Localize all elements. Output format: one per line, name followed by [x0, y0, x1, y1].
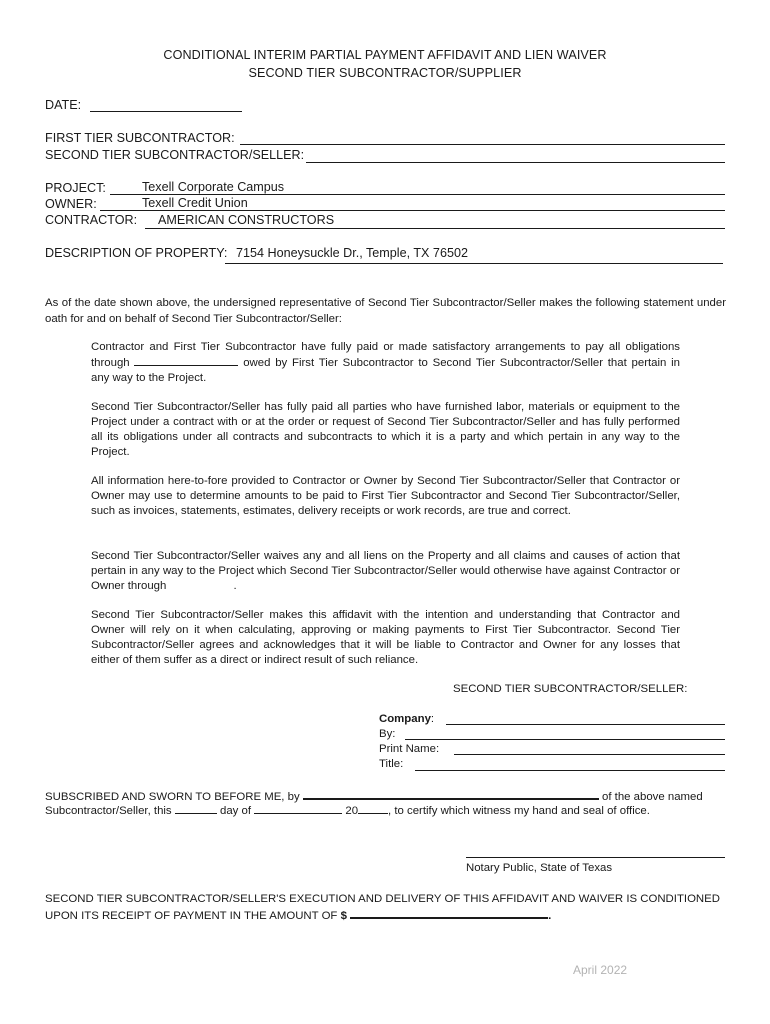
by-field[interactable]: [405, 739, 725, 740]
condition-period: .: [548, 910, 552, 922]
project-label: PROJECT:: [45, 181, 106, 195]
owner-label: OWNER:: [45, 197, 97, 211]
sworn-text-a: SUBSCRIBED AND SWORN TO BEFORE ME, by: [45, 791, 300, 803]
sworn-text-d: day of: [219, 805, 252, 817]
sworn-line1: [45, 788, 703, 803]
paragraph-information: All information here-to-fore provided to Contractor or Owner by Second Tier Subcontractor/Seller that Contractor or Owner may use to determine amounts to be paid to First Tier Subcontractor and Second Tier Subcontractor/Seller, such as invoices, statements, estimates, delivery receipts or work records, are true and correct.: [91, 475, 680, 517]
signature-heading: SECOND TIER SUBCONTRACTOR/SELLER:: [453, 683, 688, 695]
paragraph-payment-part2: owed by First Tier Subcontractor to Second Tier Subcontractor/Seller that pertain in any way to the Project.: [91, 357, 680, 384]
sworn-month-field[interactable]: [254, 803, 342, 814]
paragraph-waiver: [91, 549, 680, 594]
payment-amount-field[interactable]: [350, 907, 548, 919]
sworn-text-f: , to certify which witness my hand and seal of office.: [388, 805, 650, 817]
owner-value: Texell Credit Union: [142, 196, 248, 210]
property-label: DESCRIPTION OF PROPERTY:: [45, 246, 228, 260]
company-label: Company: [379, 713, 431, 725]
print-name-field[interactable]: [454, 754, 725, 755]
title-field[interactable]: [415, 770, 725, 771]
paragraph-payment: [91, 340, 680, 386]
contractor-label: CONTRACTOR:: [45, 213, 138, 227]
property-field[interactable]: [225, 263, 723, 264]
date-field[interactable]: [90, 111, 242, 112]
contractor-field[interactable]: [145, 228, 725, 229]
notary-signature-field[interactable]: [466, 857, 725, 858]
second-tier-label: SECOND TIER SUBCONTRACTOR/SELLER:: [45, 148, 305, 162]
paragraph-waiver-part1: Second Tier Subcontractor/Seller waives any and all liens on the Property and all claims and causes of action that pertain in any way to the Project which Second Tier Subcontractor/Seller would otherwise have against Contractor or Owner through: [91, 550, 680, 592]
sworn-year-field[interactable]: [358, 803, 388, 814]
project-field[interactable]: [110, 194, 725, 195]
property-value: 7154 Honeysuckle Dr., Temple, TX 76502: [236, 246, 468, 260]
owner-field[interactable]: [100, 210, 725, 211]
sworn-text-e: 20: [345, 805, 359, 817]
notary-public-label: Notary Public, State of Texas: [466, 862, 613, 874]
first-tier-field[interactable]: [240, 144, 725, 145]
paragraph-waiver-period: .: [233, 580, 237, 592]
intro-paragraph: As of the date shown above, the undersigned representative of Second Tier Subcontractor/Seller makes the following statement under oath for and on behalf of Second Tier Subcontractor/Seller:: [45, 297, 726, 325]
contractor-value: AMERICAN CONSTRUCTORS: [158, 213, 335, 227]
condition-line2: [45, 907, 726, 924]
condition-text: UPON ITS RECEIPT OF PAYMENT IN THE AMOUNT OF: [45, 910, 338, 922]
second-tier-field[interactable]: [306, 162, 725, 163]
sworn-by-field[interactable]: [303, 788, 599, 800]
print-name-label: Print Name:: [379, 743, 440, 755]
sworn-text-b: of the above named: [602, 791, 703, 803]
sworn-text-c: Subcontractor/Seller, this: [45, 805, 172, 817]
company-row: Company:: [379, 713, 435, 725]
condition-line1: SECOND TIER SUBCONTRACTOR/SELLER'S EXECUTION AND DELIVERY OF THIS AFFIDAVIT AND WAIVER IS CONDITIONED: [45, 893, 720, 905]
by-label: By:: [379, 728, 396, 740]
obligations-date-field[interactable]: [134, 355, 238, 366]
sworn-line2: [45, 803, 650, 817]
title-label: Title:: [379, 758, 404, 770]
paragraph-parties-paid: Second Tier Subcontractor/Seller has fully paid all parties who have furnished labor, materials or equipment to the Project under a contract with or at the order or request of Second Tier Subcontractor/Seller and has fully performed all its obligations under all contracts and subcontracts to which it is a party and which pertain in any way to the Project.: [91, 401, 680, 458]
project-value: Texell Corporate Campus: [142, 180, 285, 194]
paragraph-reliance: Second Tier Subcontractor/Seller makes this affidavit with the intention and understanding that Contractor and Owner will rely on it when calculating, approving or making payments to First Tier Subcontractor. Second Tier Subcontractor/Seller agrees and acknowledges that it will be liable to Contractor and Owner for any losses that either of them suffer as a direct or indirect result of such reliance.: [91, 609, 680, 666]
first-tier-label: FIRST TIER SUBCONTRACTOR:: [45, 131, 235, 145]
company-field[interactable]: [446, 724, 725, 725]
document-title: CONDITIONAL INTERIM PARTIAL PAYMENT AFFIDAVIT AND LIEN WAIVER: [163, 48, 607, 62]
paragraph-payment-part1: Contractor and First Tier Subcontractor have fully paid or made satisfactory arrangements to pay all obligations through: [91, 341, 680, 369]
date-label: DATE:: [45, 98, 82, 112]
document-subtitle: SECOND TIER SUBCONTRACTOR/SUPPLIER: [248, 66, 522, 80]
revision-date: April 2022: [573, 963, 628, 977]
currency-symbol: $: [340, 910, 347, 922]
sworn-day-field[interactable]: [175, 803, 217, 814]
